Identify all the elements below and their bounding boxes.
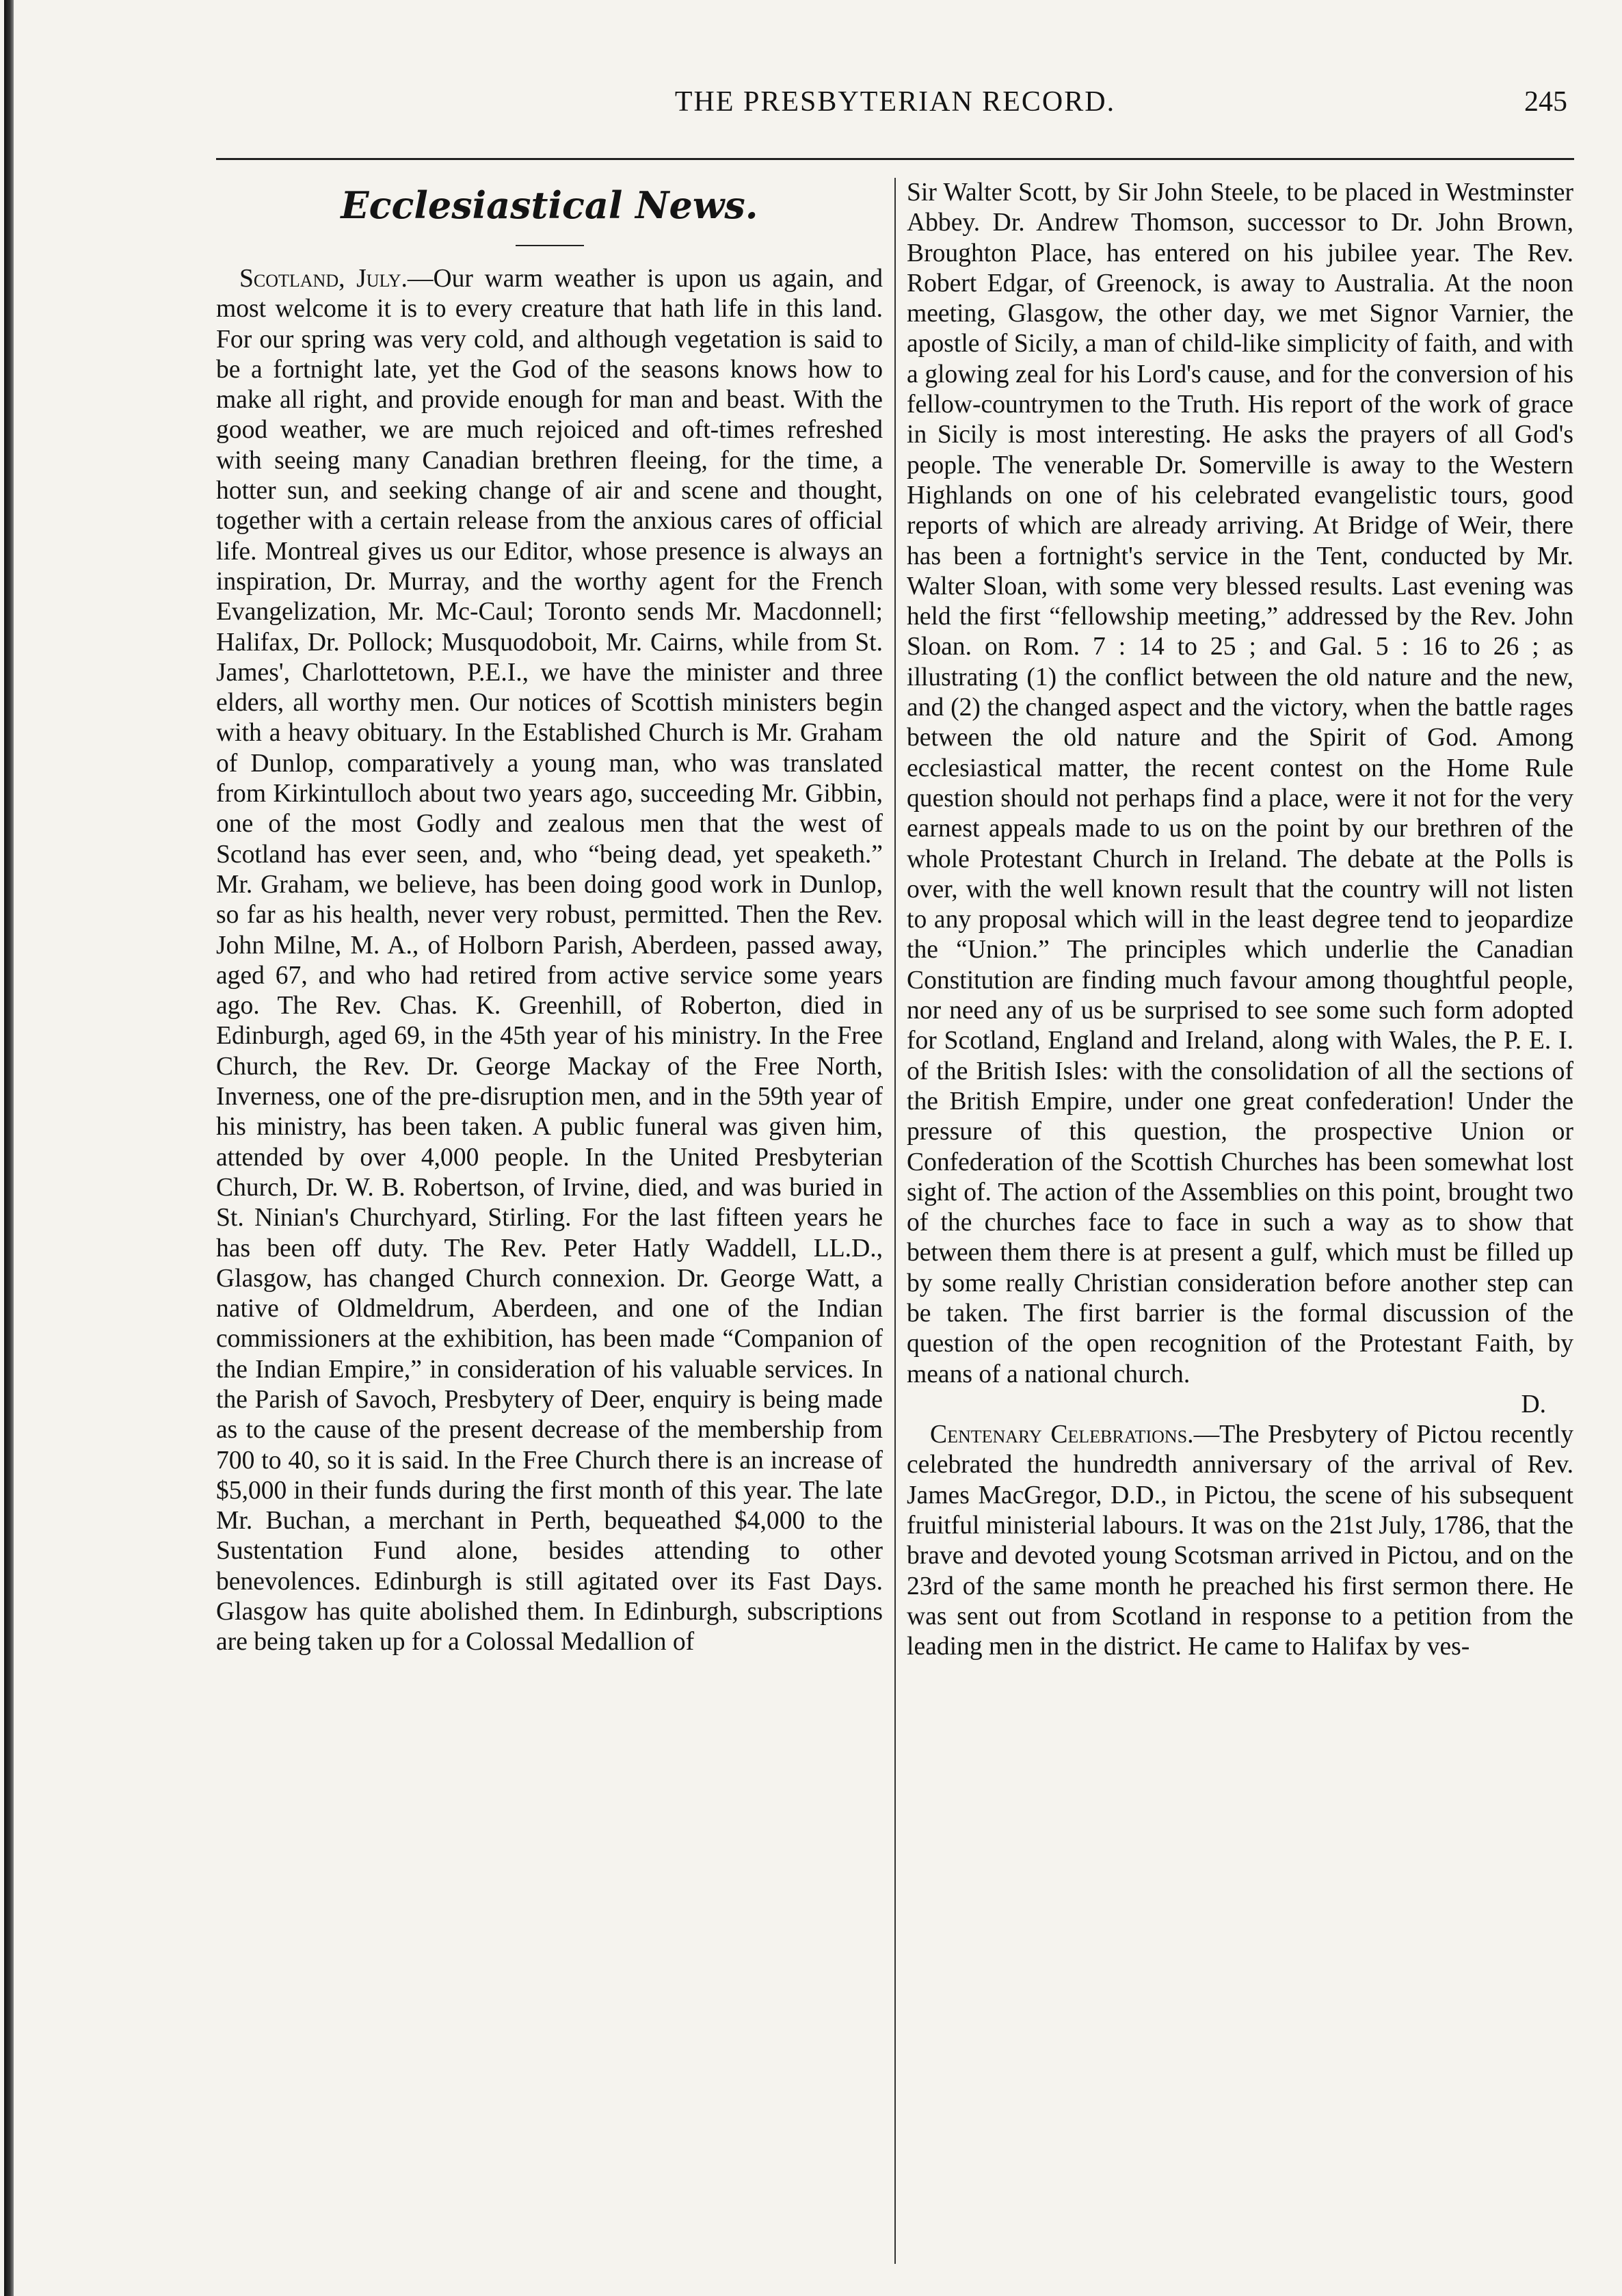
centenary-lead: Centenary Celebrations.: [930, 1421, 1194, 1449]
centenary-paragraph: [907, 1420, 1573, 1662]
page-header: [216, 85, 1574, 133]
header-rule: [216, 158, 1574, 160]
column-divider: [894, 178, 896, 2264]
publication-title: THE PRESBYTERIAN RECORD.: [674, 86, 1116, 118]
newspaper-page: [216, 85, 1574, 2274]
page-edge-bar: [4, 0, 14, 2296]
right-column: [907, 178, 1573, 2271]
left-column: [216, 178, 883, 2271]
heading-rule: [516, 245, 584, 246]
scotland-lead: Scotland, July.: [239, 265, 408, 293]
section-heading: Ecclesiastical News.: [341, 183, 758, 227]
centenary-body: —The Presbytery of Pictou recently celebrated the hundredth anniversary of the arrival of Rev. James MacGregor, D.D., in Pictou, the scene of his subsequent fruitful ministerial labours. It was on the 21st July, 1786, that the brave and devoted young Scotsman arrived in Pictou, and on the 23rd of the same month he preached his first sermon there. He was sent out from Scotland in response to a petition from the leading men in the district. He came to Halifax by ves-: [907, 1421, 1573, 1661]
page-number: 245: [1524, 86, 1567, 118]
scotland-continuation: Sir Walter Scott, by Sir John Steele, to be placed in Westminster Abbey. Dr. Andrew Thomson, successor to Dr. John Brown, Broughton Place, has entered on his jubilee year. The Rev. Robert Edgar, of Greenock, is away to Australia. At the noon meeting, Glasgow, the other day, we met Signor Varnier, the apostle of Sicily, a man of child-like simplicity of faith, and with a glowing zeal for his Lord's cause, and for the conversion of his fellow-countrymen to the Truth. His report of the work of grace in Sicily is most interesting. He asks the prayers of all God's people. The venerable Dr. Somerville is away to the Western Highlands on one of his celebrated evangelistic tours, good reports of which are already arriving. At Bridge of Weir, there has been a fortnight's service in the Tent, conducted by Mr. Walter Sloan, with some very blessed results. Last evening was held the first “fellowship meeting,” addressed by the Rev. John Sloan. on Rom. 7 : 14 to 25 ; and Gal. 5 : 16 to 26 ; as illustrating (1) the conflict between the old nature and the new, and (2) the changed aspect and the victory, when the battle rages between the old nature and the Spirit of God. Among ecclesiastical matter, the recent contest on the Home Rule question should not perhaps find a place, were it not for the very earnest appeals made to us on the point by our brethren of the whole Protestant Church in Ireland. The debate at the Polls is over, with the well known result that the country will not listen to any proposal which will in the least degree tend to jeopardize the “Union.” The principles which underlie the Canadian Constitution are finding much favour among thoughtful people, nor need any of us be surprised to see some such form adopted for Scotland, England and Ireland, along with Wales, the P. E. I. of the British Isles: with the consolidation of all the sections of the British Empire, under one great confederation! Under the pressure of this question, the prospective Union or Confederation of the Scottish Churches has been somewhat lost sight of. The action of the Assemblies on this point, brought two of the churches face to face in such a way as to show that between them there is at present a gulf, which must be filled up by some really Christian consideration before another step can be taken. The first barrier is the formal discussion of the question of the open recognition of the Protestant Faith, by means of a national church.: [907, 179, 1573, 1388]
scotland-body: —Our warm weather is upon us again, and most welcome it is to every creature that hath life in this land. For our spring was very cold, and although vegetation is said to be a fortnight late, yet the God of the seasons knows how to make all right, and provide enough for man and beast. With the good weather, we are much rejoiced and oft-times refreshed with seeing many Canadian brethren fleeing, for the time, a hotter sun, and seeking change of air and scene and thought, together with a certain release from the anxious cares of official life. Montreal gives us our Editor, whose presence is always an inspiration, Dr. Murray, and the worthy agent for the French Evangelization, Mr. Mc-Caul; Toronto sends Mr. Macdonnell; Halifax, Dr. Pollock; Musquodoboit, Mr. Cairns, while from St. James', Charlottetown, P.E.I., we have the minister and three elders, all worthy men. Our notices of Scottish ministers begin with a heavy obituary. In the Established Church is Mr. Graham of Dunlop, comparatively a young man, who was translated from Kirkintulloch about two years ago, succeeding Mr. Gibbin, one of the most Godly and zealous men that the west of Scotland has ever seen, and, who “being dead, yet speaketh.” Mr. Graham, we believe, has been doing good work in Dunlop, so far as his health, never very robust, permitted. Then the Rev. John Milne, M. A., of Holborn Parish, Aberdeen, passed away, aged 67, and who had retired from active service some years ago. The Rev. Chas. K. Greenhill, of Roberton, died in Edinburgh, aged 69, in the 45th year of his ministry. In the Free Church, the Rev. Dr. George Mackay of the Free North, Inverness, one of the pre-disruption men, and in the 59th year of his ministry, has been taken. A public funeral was given him, attended by over 4,000 people. In the United Presbyterian Church, Dr. W. B. Robertson, of Irvine, died, and was buried in St. Ninian's Churchyard, Stirling. For the last fifteen years he has been off duty. The Rev. Peter Hatly Waddell, LL.D., Glasgow, has changed Church connexion. Dr. George Watt, a native of Oldmeldrum, Aberdeen, and one of the Indian commissioners at the exhibition, has been made “Companion of the Indian Empire,” in consideration of his valuable services. In the Parish of Savoch, Presbytery of Deer, enquiry is being made as to the cause of the present decrease of the membership from 700 to 40, so it is said. In the Free Church there is an increase of $5,000 in their funds during the first month of this year. The late Mr. Buchan, a merchant in Perth, bequeathed $4,000 to the Sustentation Fund alone, besides attending to other benevolences. Edinburgh is still agitated over its Fast Days. Glasgow has quite abolished them. In Edinburgh, subscriptions are being taken up for a Colossal Medallion of: [216, 265, 883, 1657]
article-signature: D.: [1521, 1390, 1546, 1418]
scotland-paragraph: [216, 264, 883, 1658]
